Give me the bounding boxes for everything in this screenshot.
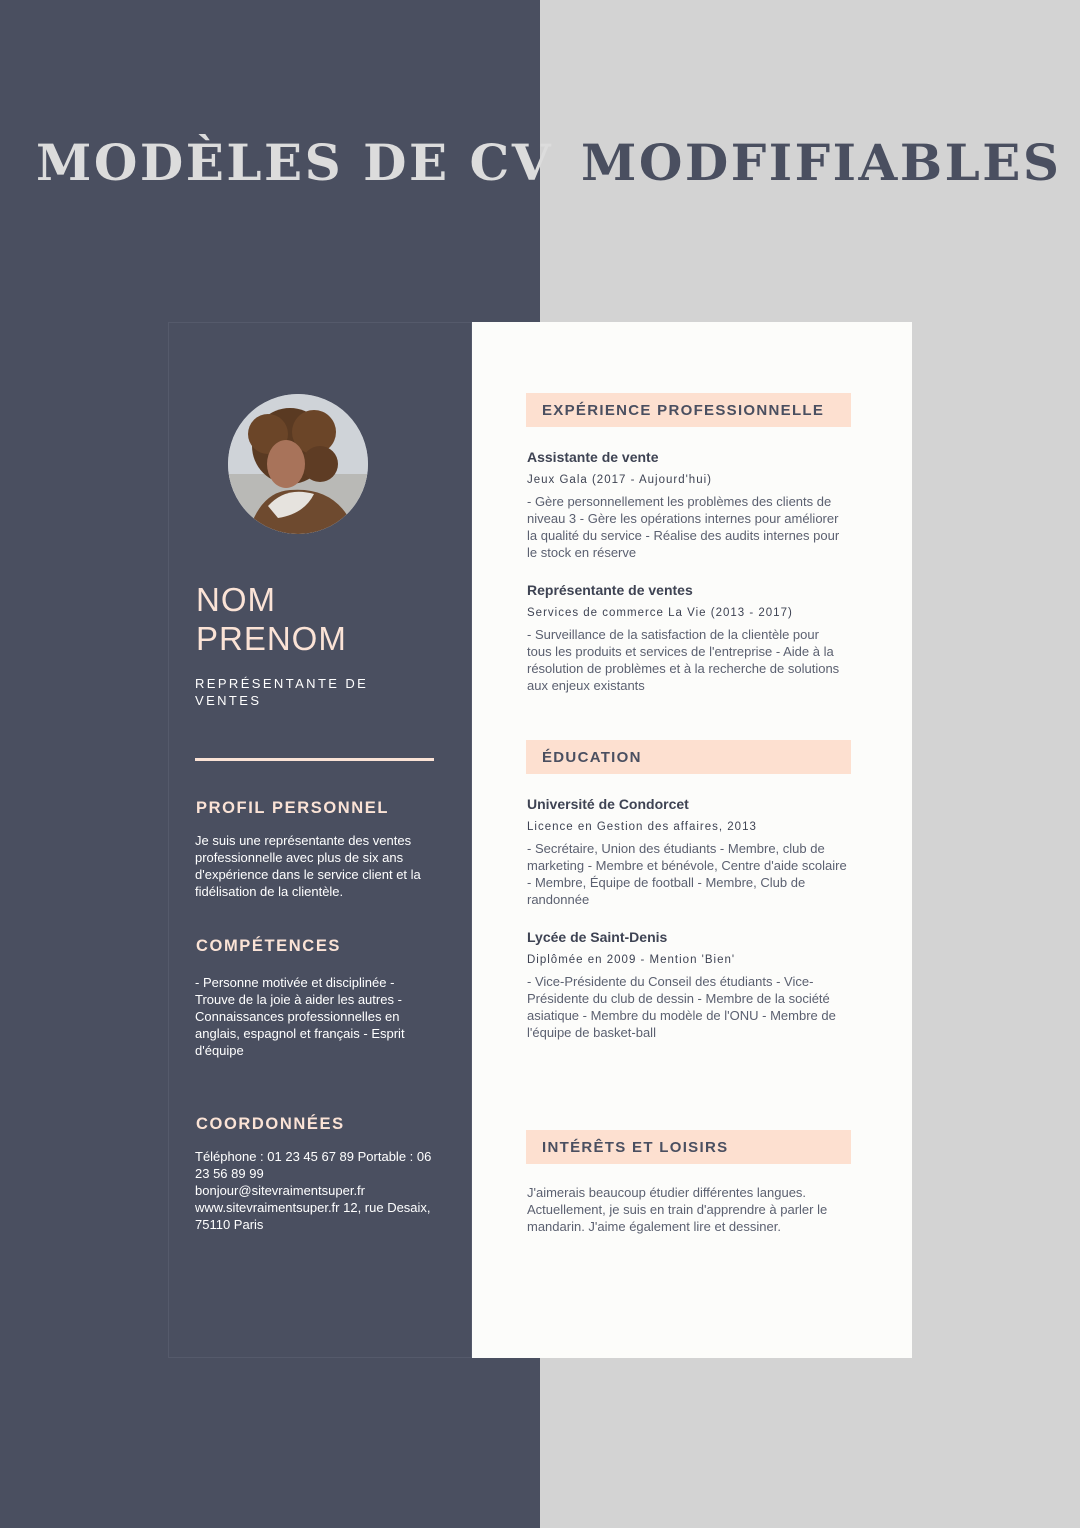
education-entry [527, 795, 847, 908]
degree: Licence en Gestion des affaires, 2013 [527, 821, 757, 833]
banner-title-right: MODFIFIABLES [581, 133, 1062, 192]
name-line-2: PRENOM [196, 620, 347, 657]
cv-card [168, 322, 912, 1358]
school-name: Université de Condorcet [527, 796, 689, 812]
education-heading: ÉDUCATION [542, 748, 642, 766]
sidebar-divider [195, 758, 434, 761]
school-name: Lycée de Saint-Denis [527, 929, 668, 945]
profile-heading: PROFIL PERSONNEL [196, 799, 390, 817]
experience-section-bar [526, 393, 851, 427]
job-company: Services de commerce La Vie (2013 - 2017) [527, 607, 793, 619]
portrait-illustration [228, 394, 368, 534]
experience-entry [527, 581, 847, 694]
candidate-role: REPRÉSENTANTE DE VENTES [195, 676, 369, 708]
experience-heading: EXPÉRIENCE PROFESSIONNELLE [542, 401, 825, 419]
education-description: - Secrétaire, Union des étudiants - Membre, club de marketing - Membre et bénévole, Centre d'aide scolaire - Membre, Équipe de football - Membre, Club de randonnée [527, 841, 847, 907]
skills-text: - Personne motivée et disciplinée - Trouve de la joie à aider les autres - Connaissances professionnelles en anglais, espagnol et français - Esprit d'équipe [195, 975, 405, 1058]
degree: Diplômée en 2009 - Mention 'Bien' [527, 954, 736, 966]
education-section-bar [526, 740, 851, 774]
interests-section-bar [526, 1130, 851, 1164]
cv-main [472, 322, 912, 1358]
candidate-name [196, 580, 456, 658]
contact-text: Téléphone : 01 23 45 67 89 Portable : 06 23 56 89 99 bonjour@sitevraimentsuper.fr www.sitevraimentsuper.fr 12, rue Desaix, 75110 Paris [195, 1149, 432, 1232]
name-line-1: NOM [196, 581, 276, 618]
education-entry [527, 928, 847, 1041]
interests-heading: INTÉRÊTS ET LOISIRS [542, 1138, 729, 1156]
banner-title-left: MODÈLES DE CV [36, 133, 554, 192]
portrait-photo [228, 394, 368, 534]
job-company: Jeux Gala (2017 - Aujourd'hui) [527, 474, 712, 486]
cv-sidebar [168, 322, 472, 1358]
experience-entry [527, 448, 847, 561]
job-title: Assistante de vente [527, 449, 659, 465]
contact-heading: COORDONNÉES [196, 1115, 345, 1133]
job-title: Représentante de ventes [527, 582, 693, 598]
profile-text: Je suis une représentante des ventes professionnelle avec plus de six ans d'expérience dans le service client et la fidélisation de la clientèle. [195, 833, 421, 899]
job-description: - Gère personnellement les problèmes des clients de niveau 3 - Gère les opérations internes pour améliorer la qualité du service - Réalise des audits internes pour le stock en réserve [527, 494, 840, 560]
interests-text: J'aimerais beaucoup étudier différentes langues. Actuellement, je suis en train d'apprendre à parler le mandarin. J'aime également lire et dessiner. [527, 1185, 828, 1234]
education-description: - Vice-Présidente du Conseil des étudiants - Vice-Présidente du club de dessin - Membre de la société asiatique - Membre du modèle de l'ONU - Membre de l'équipe de basket-ball [527, 974, 836, 1040]
job-description: - Surveillance de la satisfaction de la clientèle pour tous les produits et services de l'entreprise - Aide à la résolution de problèmes et à la recherche de solutions aux enjeux existants [527, 627, 840, 693]
skills-heading: COMPÉTENCES [196, 937, 342, 955]
